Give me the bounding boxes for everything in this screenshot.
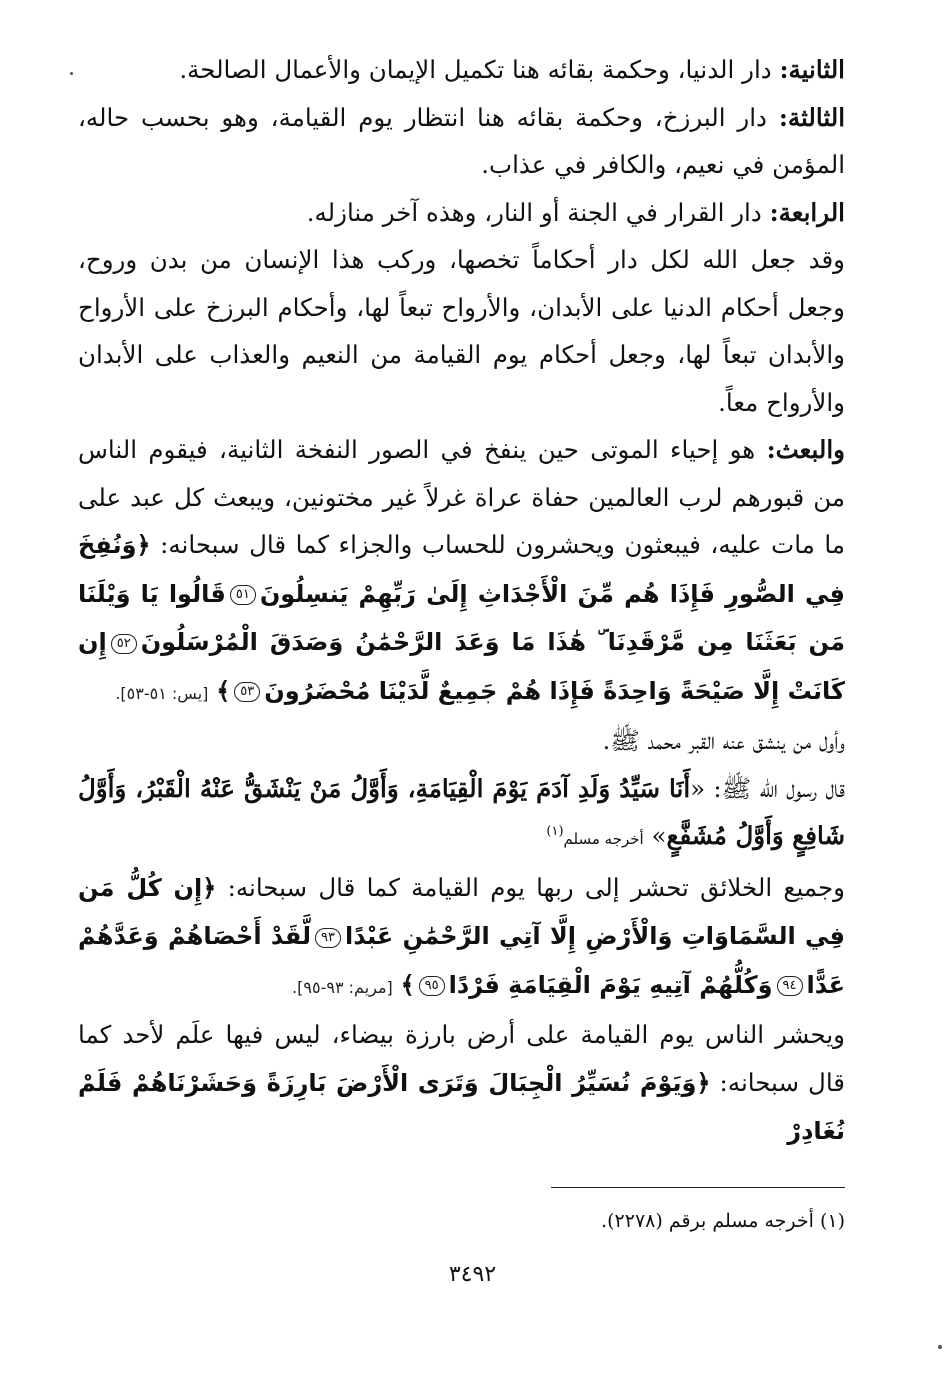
paragraph-text: وجميع الخلائق تحشر إلى ربها يوم القيامة كما قال سبحانه: (216, 872, 845, 902)
term-third: الثالثة: (778, 102, 845, 132)
page-number: ٣٤٩٢ (448, 1262, 497, 1287)
paragraph-text: دار الدنيا، وحكمة بقائه هنا تكميل الإيمان والأعمال الصالحة. (179, 55, 780, 84)
quran-close-bracket: ﴾ (216, 676, 231, 705)
paragraph-hadith (78, 765, 845, 864)
hadith-text: أَنَا سَيِّدُ وَلَدِ آدَمَ يَوْمَ الْقِيَامَةِ، وَأَوَّلُ مَنْ يَنْشَقُّ عَنْهُ الْقَبْرُ، وَأَوَّلُ شَافِعٍ وَأَوَّلُ مُشَفَّعٍ (78, 773, 845, 850)
paragraph-text: ويحشر الناس يوم القيامة على أرض بارزة بيضاء، ليس فيها علَم لأحد كما قال سبحانه: (78, 1020, 845, 1097)
paragraph-text: دار البرزخ، وحكمة بقائه هنا انتظار يوم القيامة، وهو بحسب حاله، المؤمن في نعيم، والكافر في عذاب. (78, 102, 845, 179)
scan-speck (70, 72, 73, 75)
term-second: الثانية: (779, 55, 845, 84)
page-body (78, 46, 845, 1156)
quran-verse: لَّقَدْ أَحْصَاهُمْ وَعَدَّهُمْ عَدًّا (78, 922, 845, 999)
quran-verse: وَكُلُّهُمْ آتِيهِ يَوْمَ الْقِيَامَةِ فَرْدًا (448, 970, 773, 999)
term-resurrection: والبعث: (766, 435, 845, 464)
quran-verse: ﴿إِن كُلُّ مَن فِي السَّمَاوَاتِ وَالْأَرْضِ إِلَّا آتِي الرَّحْمَٰنِ عَبْدًا (78, 873, 845, 950)
quran-close-bracket: ﴾ (400, 970, 415, 999)
footnote-text: (١) أخرجه مسلم برقم (٢٢٧٨). (601, 1210, 845, 1232)
paragraph-second-abode (78, 46, 845, 94)
hadith-citation: أخرجه مسلم (563, 830, 644, 848)
paragraph-text: هو إحياء الموتى حين ينفخ في الصور النفخة الثانية، فيقوم الناس من قبورهم لرب العالمين حفاة عراة غرلاً غير مختونين، ويبعث كل عبد على ما مات عليه، فيبعثون ويحشرون للحساب والجزاء كما قال سبحانه: (78, 435, 845, 559)
paragraph-text: وقد جعل الله لكل دار أحكاماً تخصها، وركب هذا الإنسان من بدن وروح، وجعل أحكام الدنيا على الأبدان، والأرواح تبعاً لها، وأحكام البرزخ على الأرواح والأبدان تبعاً لها، وجعل أحكام يوم القيامة من النعيم والعذاب على الأبدان والأرواح معاً. (78, 245, 845, 417)
quran-reference: [يس: ٥١-٥٣]. (115, 683, 209, 703)
aya-number: ٥٣ (234, 682, 260, 702)
footnote-marker[interactable]: (١) (546, 823, 564, 839)
aya-number: ٩٣ (315, 928, 341, 948)
aya-number: ٩٤ (777, 976, 803, 996)
paragraph-text: وأول من ينشق عنه القبر محمد ﷺ. (602, 726, 845, 755)
term-fourth: الرابعة: (769, 197, 845, 227)
paragraph-fourth-abode (78, 189, 845, 237)
aya-number: ٩٥ (419, 976, 445, 996)
quran-verse: إِن كَانَتْ إِلَّا صَيْحَةً وَاحِدَةً فَإِذَا هُمْ جَمِيعٌ لَّدَيْنَا مُحْضَرُونَ (78, 628, 845, 705)
paragraph-white-land (78, 1011, 845, 1156)
paragraph-text: دار القرار في الجنة أو النار، وهذه آخر منازله. (306, 197, 770, 227)
quran-verse: ﴿وَنُفِخَ فِي الصُّورِ فَإِذَا هُم مِّنَ الْأَجْدَاثِ إِلَىٰ رَبِّهِمْ يَنسِلُونَ (78, 531, 845, 608)
hadith-close-quote: » (643, 821, 667, 850)
footnote-divider (551, 1187, 845, 1188)
footnote (601, 1206, 845, 1236)
paragraph-gathering (78, 864, 845, 1012)
paragraph-first-resurrected (78, 717, 845, 765)
quran-verse: قَالُوا يَا وَيْلَنَا مَن بَعَثَنَا مِن مَّرْقَدِنَا ۜ هَٰذَا مَا وَعَدَ الرَّحْمَٰنُ وَصَدَقَ الْمُرْسَلُونَ (78, 579, 845, 656)
aya-number: ٥٢ (111, 634, 137, 654)
aya-number: ٥١ (230, 585, 256, 605)
quran-verse: ﴿وَيَوْمَ نُسَيِّرُ الْجِبَالَ وَتَرَى الْأَرْضَ بَارِزَةً وَحَشَرْنَاهُمْ فَلَمْ نُغَادِرْ (78, 1068, 845, 1145)
paragraph-text: قال رسول الله ﷺ: « (690, 773, 845, 803)
scan-speck (938, 1345, 942, 1349)
paragraph-rulings (78, 236, 845, 426)
paragraph-resurrection (78, 426, 845, 717)
paragraph-third-abode (78, 94, 845, 189)
quran-reference: [مريم: ٩٣-٩٥]. (292, 977, 393, 997)
